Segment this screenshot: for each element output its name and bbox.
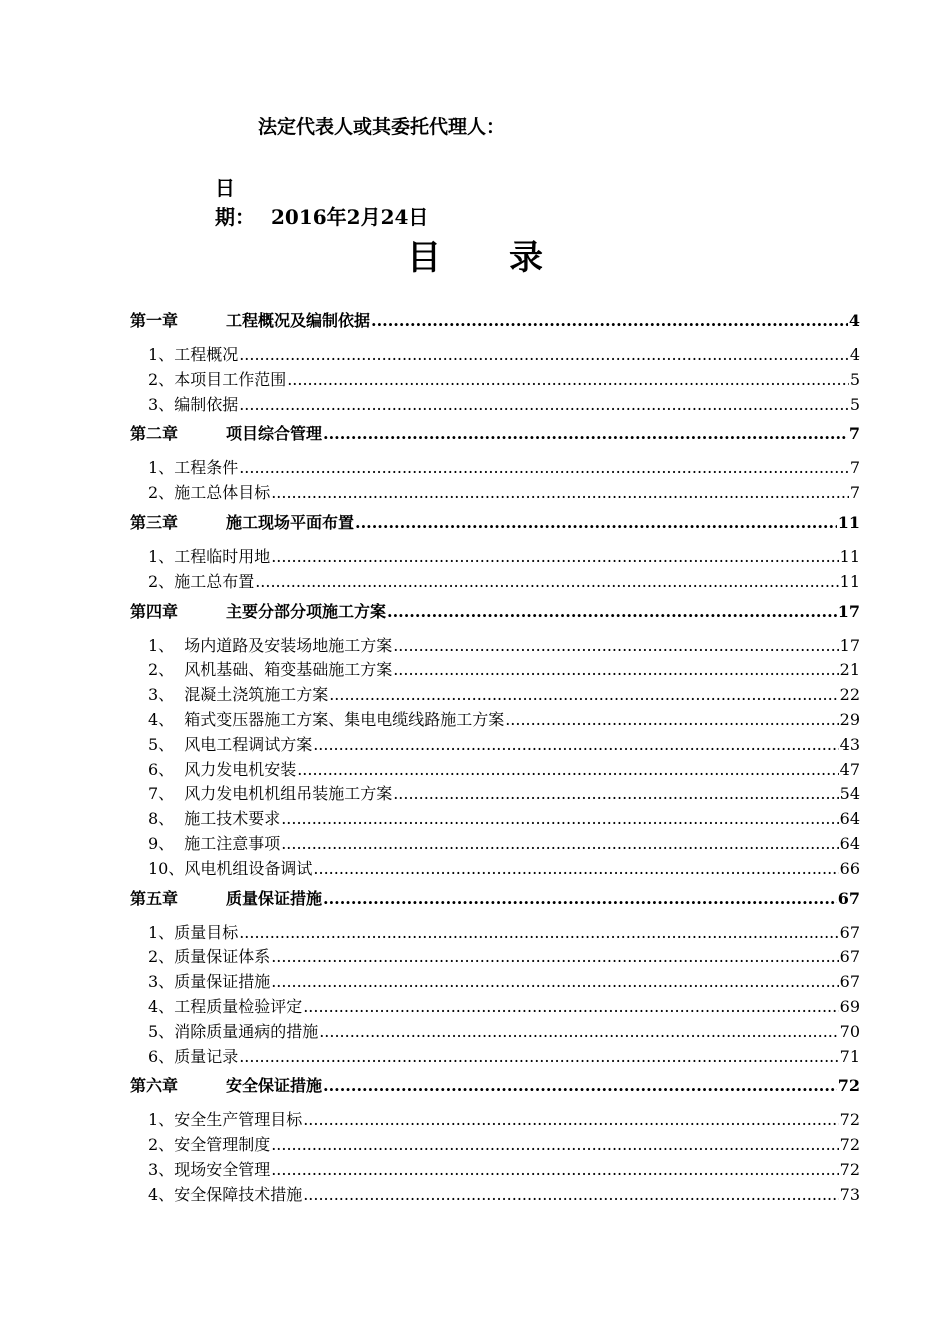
item-title: 风机基础、箱变基础施工方案: [184, 660, 393, 680]
toc-heading-left: 目: [407, 238, 441, 278]
chapter-title: 项目综合管理: [226, 424, 323, 444]
page-number: 67: [839, 947, 860, 967]
dot-leader: [239, 1047, 838, 1066]
dot-leader: [281, 809, 838, 828]
toc-item-entry[interactable]: [130, 920, 860, 945]
toc-item-entry[interactable]: [130, 1182, 860, 1207]
item-number: 5、: [148, 734, 175, 754]
item-number: 1、: [148, 635, 175, 655]
toc-chapter-entry[interactable]: [130, 421, 860, 449]
toc-item-entry[interactable]: [130, 732, 860, 757]
item-title: 风力发电机安装: [184, 759, 297, 779]
item-number: 5、: [148, 1021, 175, 1041]
dot-leader: [387, 602, 837, 621]
toc-item-entry[interactable]: [130, 831, 860, 856]
page-number: 5: [849, 394, 860, 414]
toc-item-entry[interactable]: [130, 707, 860, 732]
item-number: 9、: [148, 833, 175, 853]
page-number: 64: [839, 833, 860, 853]
item-number: 1、: [148, 345, 175, 364]
page-number: 21: [839, 660, 860, 680]
page-number: 7: [849, 483, 860, 503]
toc-chapter-entry[interactable]: [130, 510, 860, 538]
toc-heading-right: 录: [509, 238, 543, 278]
item-number: 1、: [148, 546, 175, 566]
toc-item-entry[interactable]: [130, 569, 860, 594]
item-number: 3、: [148, 685, 175, 705]
toc-item-entry[interactable]: [130, 994, 860, 1019]
page-number: 64: [839, 809, 860, 829]
page-number: 4: [849, 345, 860, 364]
item-title: 质量记录: [174, 1046, 239, 1066]
page-number: 72: [839, 1135, 860, 1155]
item-number: 2、: [148, 369, 175, 389]
dot-leader: [313, 735, 838, 754]
page-number: 73: [839, 1184, 860, 1204]
item-title: 工程临时用地: [174, 546, 271, 566]
item-title: 工程概况: [174, 345, 239, 364]
page-number: 7: [849, 458, 860, 478]
item-title: 本项目工作范围: [174, 369, 287, 389]
dot-leader: [271, 547, 838, 566]
item-number: 4、: [148, 1184, 175, 1204]
dot-leader: [313, 859, 838, 878]
toc-item-entry[interactable]: [130, 781, 860, 806]
toc-item-entry[interactable]: [130, 1044, 860, 1069]
toc-item-entry[interactable]: [130, 633, 860, 658]
signature-label: 法定代表人或其委托代理人：: [258, 116, 506, 138]
page-number: 11: [839, 571, 860, 591]
chapter-title: 安全保证措施: [226, 1076, 323, 1096]
item-number: 2、: [148, 947, 175, 967]
item-title: 混凝土浇筑施工方案: [184, 685, 329, 705]
page-number: 47: [839, 759, 860, 779]
toc-chapter-entry[interactable]: [130, 1073, 860, 1101]
toc-item-entry[interactable]: [130, 969, 860, 994]
item-title: 消除质量通病的措施: [174, 1021, 319, 1041]
toc-item-entry[interactable]: [130, 682, 860, 707]
toc-item-entry[interactable]: [130, 1107, 860, 1132]
toc-item-entry[interactable]: [130, 856, 860, 881]
chapter-title: 质量保证措施: [226, 888, 323, 908]
item-title: 安全保障技术措施: [174, 1184, 303, 1204]
dot-leader: [271, 1160, 838, 1179]
item-title: 质量保证体系: [174, 947, 271, 967]
item-title: 质量目标: [174, 922, 239, 942]
item-title: 场内道路及安装场地施工方案: [184, 635, 393, 655]
item-title: 工程质量检验评定: [174, 996, 303, 1016]
chapter-number: 第六章: [130, 1076, 179, 1096]
item-title: 风力发电机机组吊装施工方案: [184, 784, 393, 804]
toc-chapter-entry[interactable]: [130, 886, 860, 914]
dot-leader: [271, 972, 838, 991]
page-number: 69: [839, 996, 860, 1016]
dot-leader: [303, 1185, 838, 1204]
dot-leader: [393, 636, 838, 655]
dot-leader: [505, 710, 838, 729]
page-number: 72: [839, 1159, 860, 1179]
item-number: 1、: [148, 1110, 175, 1130]
chapter-title: 施工现场平面布置: [226, 512, 355, 532]
dot-leader: [281, 834, 838, 853]
toc-heading: [0, 230, 950, 279]
page-number: 67: [837, 888, 860, 908]
chapter-number: 第一章: [130, 311, 179, 330]
item-number: 1、: [148, 458, 175, 478]
toc-item-entry[interactable]: [130, 392, 860, 417]
item-number: 10、: [148, 858, 185, 878]
toc-item-entry[interactable]: [130, 657, 860, 682]
date-line: [215, 172, 428, 230]
toc-item-entry[interactable]: [130, 342, 860, 367]
item-title: 工程条件: [174, 458, 239, 478]
item-number: 6、: [148, 1046, 175, 1066]
dot-leader: [329, 685, 838, 704]
page-number: 72: [839, 1110, 860, 1130]
page-number: 43: [839, 734, 860, 754]
page-number: 70: [839, 1021, 860, 1041]
item-number: 4、: [148, 996, 175, 1016]
page-number: 7: [848, 424, 860, 444]
dot-leader: [271, 947, 838, 966]
page-number: 11: [839, 546, 860, 566]
item-title: 施工注意事项: [184, 833, 281, 853]
toc-item-entry[interactable]: [130, 944, 860, 969]
item-number: 3、: [148, 1159, 175, 1179]
item-number: 7、: [148, 784, 175, 804]
toc-item-entry[interactable]: [130, 1132, 860, 1157]
dot-leader: [239, 345, 849, 364]
dot-leader: [239, 458, 849, 477]
toc-item-entry[interactable]: [130, 455, 860, 480]
toc-item-entry[interactable]: [130, 806, 860, 831]
page-number: 4: [848, 311, 860, 330]
item-title: 施工技术要求: [184, 809, 281, 829]
dot-leader: [371, 311, 848, 330]
item-title: 质量保证措施: [174, 972, 271, 992]
dot-leader: [323, 1076, 837, 1095]
item-title: 箱式变压器施工方案、集电电缆线路施工方案: [184, 709, 505, 729]
page-number: 71: [839, 1046, 860, 1066]
dot-leader: [393, 784, 838, 803]
page-number: 29: [839, 709, 860, 729]
dot-leader: [323, 889, 837, 908]
chapter-number: 第二章: [130, 424, 179, 444]
item-number: 2、: [148, 1135, 175, 1155]
toc-item-entry[interactable]: [130, 367, 860, 392]
toc-item-entry[interactable]: [130, 1019, 860, 1044]
chapter-title: 工程概况及编制依据: [226, 311, 371, 330]
table-of-contents: [130, 308, 860, 1207]
dot-leader: [303, 997, 838, 1016]
dot-leader: [355, 513, 837, 532]
item-number: 3、: [148, 972, 175, 992]
page-number: 66: [839, 858, 860, 878]
page-number: 17: [837, 601, 860, 621]
item-title: 施工总体目标: [174, 483, 271, 503]
page-number: 67: [839, 922, 860, 942]
item-number: 3、: [148, 394, 175, 414]
dot-leader: [297, 760, 838, 779]
page-number: 11: [837, 512, 860, 532]
item-number: 8、: [148, 809, 175, 829]
toc-item-entry[interactable]: [130, 480, 860, 505]
date-label: 日 期：: [215, 176, 262, 229]
item-number: 2、: [148, 483, 175, 503]
item-title: 风电机组设备调试: [184, 858, 313, 878]
page-number: 54: [839, 784, 860, 804]
dot-leader: [323, 424, 848, 443]
dot-leader: [319, 1022, 838, 1041]
item-title: 编制依据: [174, 394, 239, 414]
dot-leader: [303, 1110, 838, 1129]
dot-leader: [255, 572, 838, 591]
item-number: 4、: [148, 709, 175, 729]
chapter-number: 第四章: [130, 601, 179, 621]
item-number: 6、: [148, 759, 175, 779]
item-title: 安全生产管理目标: [174, 1110, 303, 1130]
page-number: 5: [849, 369, 860, 389]
dot-leader: [287, 370, 849, 389]
item-title: 安全管理制度: [174, 1135, 271, 1155]
dot-leader: [393, 660, 838, 679]
toc-chapter-entry[interactable]: [130, 599, 860, 627]
dot-leader: [271, 1135, 838, 1154]
toc-item-entry[interactable]: [130, 544, 860, 569]
item-title: 施工总布置: [174, 571, 255, 591]
toc-chapter-entry[interactable]: [130, 308, 860, 336]
item-number: 2、: [148, 571, 175, 591]
date-value: 2016年2月24日: [271, 205, 429, 229]
dot-leader: [239, 923, 838, 942]
page-number: 22: [839, 685, 860, 705]
chapter-number: 第五章: [130, 888, 179, 908]
item-number: 2、: [148, 660, 175, 680]
item-number: 1、: [148, 922, 175, 942]
page-number: 72: [837, 1076, 860, 1096]
item-title: 现场安全管理: [174, 1159, 271, 1179]
page-number: 17: [839, 635, 860, 655]
chapter-title: 主要分部分项施工方案: [226, 601, 387, 621]
page-number: 67: [839, 972, 860, 992]
item-title: 风电工程调试方案: [184, 734, 313, 754]
toc-item-entry[interactable]: [130, 1157, 860, 1182]
chapter-number: 第三章: [130, 512, 179, 532]
dot-leader: [239, 395, 849, 414]
dot-leader: [271, 483, 849, 502]
toc-item-entry[interactable]: [130, 757, 860, 782]
